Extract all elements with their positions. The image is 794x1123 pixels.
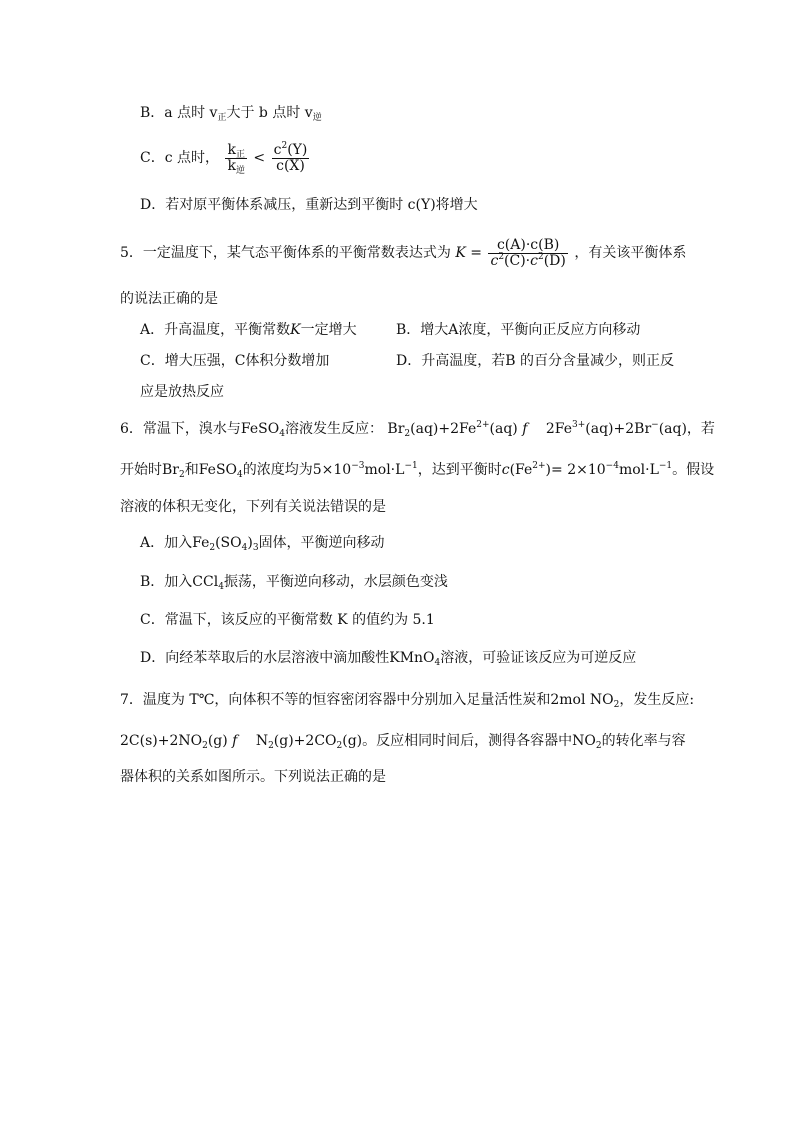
q5-option-b: B．增大A浓度，平衡向正反应方向移动 (396, 322, 641, 338)
q6-stem-line1: 6．常温下，溴水与FeSO$_4$溶液发生反应： $Br_2(aq)+2Fe^{2+}(aq)$ f $2Fe^{3+}(aq)+2Br^-(aq)$，若 (120, 420, 715, 439)
q5-option-a: A．升高温度，平衡常数K一定增大 (140, 322, 357, 338)
q6-stem-line2: 开始时$Br_2$和FeSO$_4$的浓度均为$5\times 10^{-3}mol\cdot L^{-1}$，达到平衡时$c(Fe^{2+})= 2\times 10^{-4}mol\cdot L^{-1}$。假设 (120, 461, 715, 480)
q6-option-b: B．加入CCl$_4$振荡，平衡逆向移动，水层颜色变浅 (140, 574, 448, 592)
q7-stem-line1: 7．温度为 T℃，向体积不等的恒容密闭容器中分别加入足量活性炭和2mol $NO_2$，发生反应: (120, 692, 695, 710)
q4-option-b: B．a 点时 $v_正$大于 b 点时 $v_逆$ (140, 105, 322, 123)
q5-stem-cont: 的说法正确的是 (120, 291, 218, 307)
q5-k-expression: $\frac{c(A)\cdot c(B)}{c^2(C)\cdot c^2(D)}$ (490, 236, 566, 269)
q4-c-fraction: $\frac{c^2(Y)}{c(X)}$ (273, 140, 308, 174)
q5-option-c: C．增大压强，C体积分数增加 (140, 353, 330, 369)
q7-stem-line3: 器体积的关系如图所示。下列说法正确的是 (120, 769, 386, 785)
q5-option-d-cont: 应是放热反应 (140, 384, 224, 400)
q4-option-d: D．若对原平衡体系减压，重新达到平衡时 c(Y)将增大 (140, 197, 478, 213)
q6-option-d: D．向经苯萃取后的水层溶液中滴加酸性KMnO$_4$溶液，可验证该反应为可逆反应 (140, 650, 637, 668)
q4-k-fraction: $\frac{k_正}{k_逆}$ (227, 141, 245, 176)
q7-stem-line2: $2C(s)+2NO_2(g)$ f $N_2(g)+2CO_2(g)$。反应相同时间后，测得各容器中$NO_2$的转化率与容 (120, 733, 686, 751)
q6-stem-line3: 溶液的体积无变化，下列有关说法错误的是 (120, 499, 386, 515)
q6-option-a: A．加入$Fe_2(SO_4)_3$固体，平衡逆向移动 (140, 535, 385, 553)
q6-option-c: C．常温下，该反应的平衡常数 K 的值约为 5.1 (140, 612, 435, 628)
q5-option-d: D．升高温度，若B 的百分含量减少，则正反 (396, 353, 674, 369)
q5-stem: 5．一定温度下，某气态平衡体系的平衡常数表达式为 K = $\frac{c(A)\cdot c(B)}{c^2(C)\cdot c^2(D)}$ ，有关该平衡体系 (120, 236, 687, 269)
q4-option-c: C．c 点时， $\frac{k_正}{k_逆}$ < $\frac{c^2(Y)}{c(X)}$ (140, 140, 308, 176)
